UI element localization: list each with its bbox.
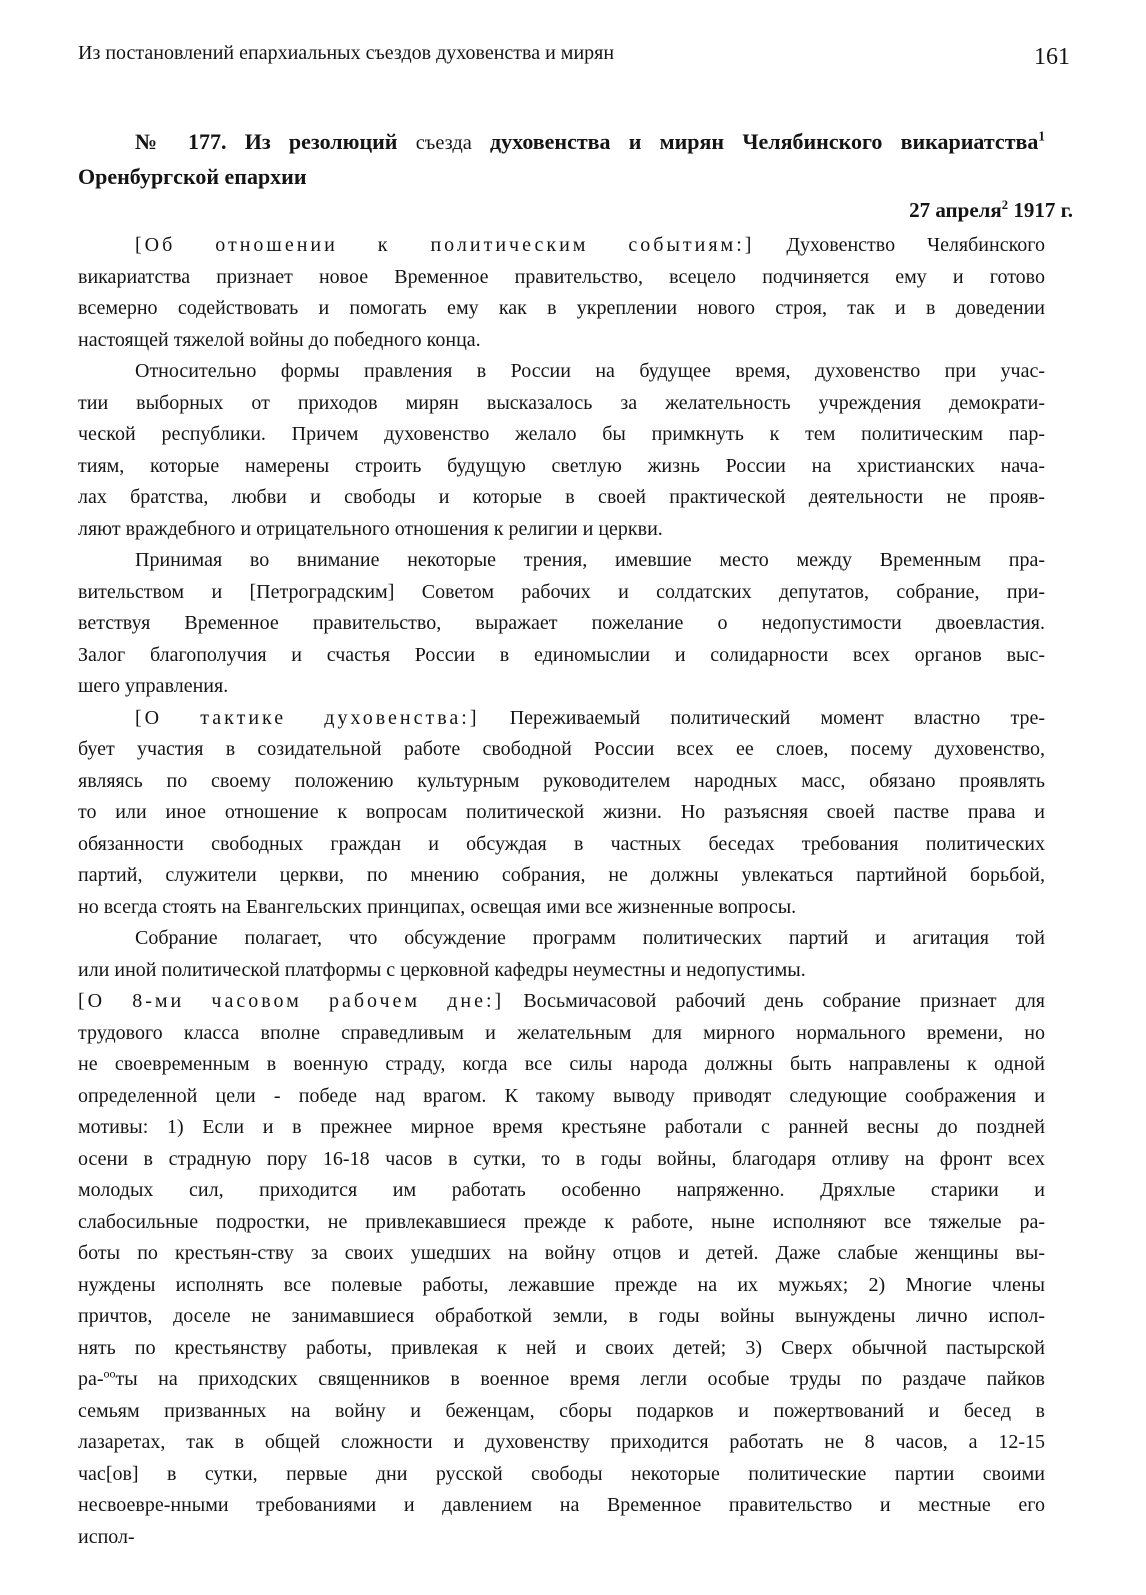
text-segment: Оренбургской епархии xyxy=(78,164,307,189)
text-line xyxy=(78,482,1045,514)
text-line xyxy=(78,1427,1045,1459)
text-segment: вительством и [Петроградским] Советом рабочих и солдатских депутатов, собрание, при- xyxy=(78,580,1045,603)
text-segment: бует участия в созидательной работе свободной России всех ее слоев, посему духовенство, xyxy=(78,738,1045,760)
text-line xyxy=(78,1364,1045,1396)
text-segment: ляют враждебного и отрицательного отношения к религии и церкви. xyxy=(78,517,663,540)
document-content xyxy=(78,125,1073,1553)
text-line xyxy=(78,1490,1045,1522)
text-segment: тиям, которые намерены строить будущую светлую жизнь России на христианских нача- xyxy=(78,454,1045,477)
text-line xyxy=(78,1459,1045,1491)
text-segment: несвоевре-нными требованиями и давлением на Временное правительство и местные его xyxy=(78,1494,1045,1516)
text-line xyxy=(78,797,1045,829)
document-body xyxy=(78,230,1045,1553)
text-segment: нуждены исполнять все полевые работы, лежавшие прежде на их мужьях; 2) Многие члены xyxy=(78,1273,1045,1296)
text-line xyxy=(78,734,1045,766)
text-line xyxy=(78,829,1045,861)
running-header xyxy=(78,40,1045,66)
superscript-text: 1 xyxy=(1038,128,1045,144)
text-segment: лах братства, любви и свободы и которые в своей практической деятельности не прояв- xyxy=(78,486,1045,508)
text-line xyxy=(78,293,1045,325)
text-segment: Духовенство Челябинского xyxy=(754,234,1045,256)
dateline xyxy=(78,195,1073,225)
text-line xyxy=(78,577,1045,609)
text-segment: духовенства и мирян Челябинского викариатства xyxy=(471,129,1039,154)
text-line xyxy=(78,1207,1045,1239)
paragraph xyxy=(78,356,1045,545)
text-segment: испол- xyxy=(78,1525,135,1548)
text-segment: Собрание полагает, что обсуждение программ политических партий и агитация той xyxy=(135,927,1045,949)
text-line xyxy=(78,640,1045,672)
text-segment: лазаретах, так в общей сложности и духовенству приходится работать не 8 часов, а 12-15 xyxy=(78,1431,1045,1453)
text-segment: [Об отношении к политическим событиям:] xyxy=(135,234,755,256)
text-line xyxy=(78,923,1045,955)
text-segment: молодых сил, приходится им работать особенно напряженно. Дряхлые старики и xyxy=(78,1179,1045,1201)
text-segment: всемерно содействовать и помогать ему как в укреплении нового строя, так и в доведении xyxy=(78,297,1045,319)
text-segment: обязанности свободных граждан и обсуждая в частных беседах требования политических xyxy=(78,832,1045,855)
paragraph xyxy=(78,703,1045,924)
text-line xyxy=(78,1175,1045,1207)
text-line xyxy=(78,1270,1045,1302)
text-segment: Принимая во внимание некоторые трения, имевшие место между Временным пра- xyxy=(135,549,1045,571)
text-line xyxy=(78,608,1045,640)
text-segment: не своевременным в военную страду, когда все силы народа должны быть направлены к одной xyxy=(78,1053,1045,1075)
text-segment: Восьмичасовой рабочий день собрание признает для xyxy=(504,990,1045,1012)
text-line xyxy=(78,1112,1045,1144)
date-text: 27 апреля xyxy=(909,198,1002,222)
text-line xyxy=(78,766,1045,798)
text-segment: трудового класса вполне справедливым и желательным для мирного нормального времени, но xyxy=(78,1021,1045,1044)
page-number: 161 xyxy=(1034,44,1070,70)
text-line xyxy=(78,1396,1045,1428)
text-line xyxy=(78,262,1045,294)
text-segment: то или иное отношение к вопросам политической жизни. Но разъясняя своей пастве права и xyxy=(78,801,1045,823)
text-segment: Переживаемый политический момент властно тре- xyxy=(479,706,1045,729)
paragraph xyxy=(78,986,1045,1553)
text-segment: являясь по своему положению культурным руководителем народных масс, обязано проявлять xyxy=(78,769,1045,792)
text-segment: слабосильные подростки, не привлекавшиеся прежде к работе, ныне исполняют все тяжелые ра- xyxy=(78,1210,1045,1233)
paragraph xyxy=(78,545,1045,703)
text-segment: тии выборных от приходов мирян высказалось за желательность учреждения демократи- xyxy=(78,391,1045,414)
text-line xyxy=(78,1081,1045,1113)
text-line xyxy=(78,160,1045,193)
text-line xyxy=(78,1301,1045,1333)
text-segment: семьям призванных на войну и беженцам, сборы подарков и пожертвований и бесед в xyxy=(78,1399,1045,1422)
text-line xyxy=(78,356,1045,388)
text-segment: ра- xyxy=(78,1368,104,1390)
text-line xyxy=(78,388,1045,420)
superscript-text: оо xyxy=(103,1366,116,1381)
text-segment: час[ов] в сутки, первые дни русской свободы некоторые политические партии своими xyxy=(78,1462,1045,1485)
text-line xyxy=(78,860,1045,892)
text-line xyxy=(78,325,1045,357)
text-line xyxy=(78,125,1045,160)
text-segment: ты на приходских священников в военное время легли особые труды по раздаче пайков xyxy=(115,1368,1045,1390)
text-segment: мотивы: 1) Если и в прежнее мирное время крестьяне работали с ранней весны до поздней xyxy=(78,1116,1045,1138)
text-line xyxy=(78,986,1045,1018)
text-segment: или иной политической платформы с церковной кафедры неуместны и недопустимы. xyxy=(78,958,806,981)
text-line xyxy=(78,1049,1045,1081)
text-segment: настоящей тяжелой войны до победного конца. xyxy=(78,328,481,351)
text-segment: [О 8-ми часовом рабочем дне:] xyxy=(78,990,505,1012)
paragraph xyxy=(78,125,1045,193)
text-segment: партий, служители церкви, по мнению собрания, не должны увлекаться партийной борьбой, xyxy=(78,864,1045,886)
text-line xyxy=(78,230,1045,262)
text-segment: нять по крестьянству работы, привлекая к ней и своих детей; 3) Сверх обычной пастырской xyxy=(78,1336,1045,1359)
running-title: Из постановлений епархиальных съездов духовенства и мирян xyxy=(78,42,615,64)
text-segment: шего управления. xyxy=(78,675,229,697)
text-segment: викариатства признает новое Временное правительство, всецело подчиняется ему и готово xyxy=(78,265,1045,288)
text-line xyxy=(78,1018,1045,1050)
paragraph xyxy=(78,923,1045,986)
text-segment: осени в страдную пору 16-18 часов в сутки, то в годы войны, благодаря отливу на фронт всех xyxy=(78,1147,1045,1170)
text-segment: но всегда стоять на Евангельских принципах, освещая ими все жизненные вопросы. xyxy=(78,895,797,918)
text-line xyxy=(78,451,1045,483)
text-line xyxy=(78,419,1045,451)
text-segment: съезда xyxy=(415,132,472,154)
text-line xyxy=(78,1238,1045,1270)
text-segment: боты по крестьян-ству за своих ушедших на войну отцов и детей. Даже слабые женщины вы- xyxy=(78,1242,1045,1264)
text-segment: причтов, доселе не занимавшиеся обработкой земли, в годы войны вынуждены лично испол- xyxy=(78,1305,1045,1327)
text-line xyxy=(78,892,1045,924)
text-segment: ческой республики. Причем духовенство желало бы примкнуть к тем политическим пар- xyxy=(78,423,1045,445)
text-line xyxy=(78,703,1045,735)
text-segment: Относительно формы правления в России на будущее время, духовенство при учас- xyxy=(135,360,1045,382)
text-segment: Залог благополучия и счастья России в единомыслии и солидарности всех органов выс- xyxy=(78,643,1045,666)
text-line xyxy=(78,1333,1045,1365)
year-text: 1917 г. xyxy=(1008,198,1073,222)
text-line xyxy=(78,545,1045,577)
text-line xyxy=(78,1522,1045,1554)
text-line xyxy=(78,514,1045,546)
text-segment: [О тактике духовенства:] xyxy=(135,706,480,729)
text-segment: № 177. Из резолюций xyxy=(135,129,416,154)
text-segment: ветствуя Временное правительство, выражает пожелание о недопустимости двоевластия. xyxy=(78,612,1045,634)
text-line xyxy=(78,955,1045,987)
text-segment: определенной цели - победе над врагом. К такому выводу приводят следующие соображения и xyxy=(78,1084,1045,1107)
text-line xyxy=(78,1144,1045,1176)
document-title xyxy=(78,125,1045,193)
paragraph xyxy=(78,230,1045,356)
text-line xyxy=(78,671,1045,703)
footnote-mark: 2 xyxy=(1001,198,1009,212)
